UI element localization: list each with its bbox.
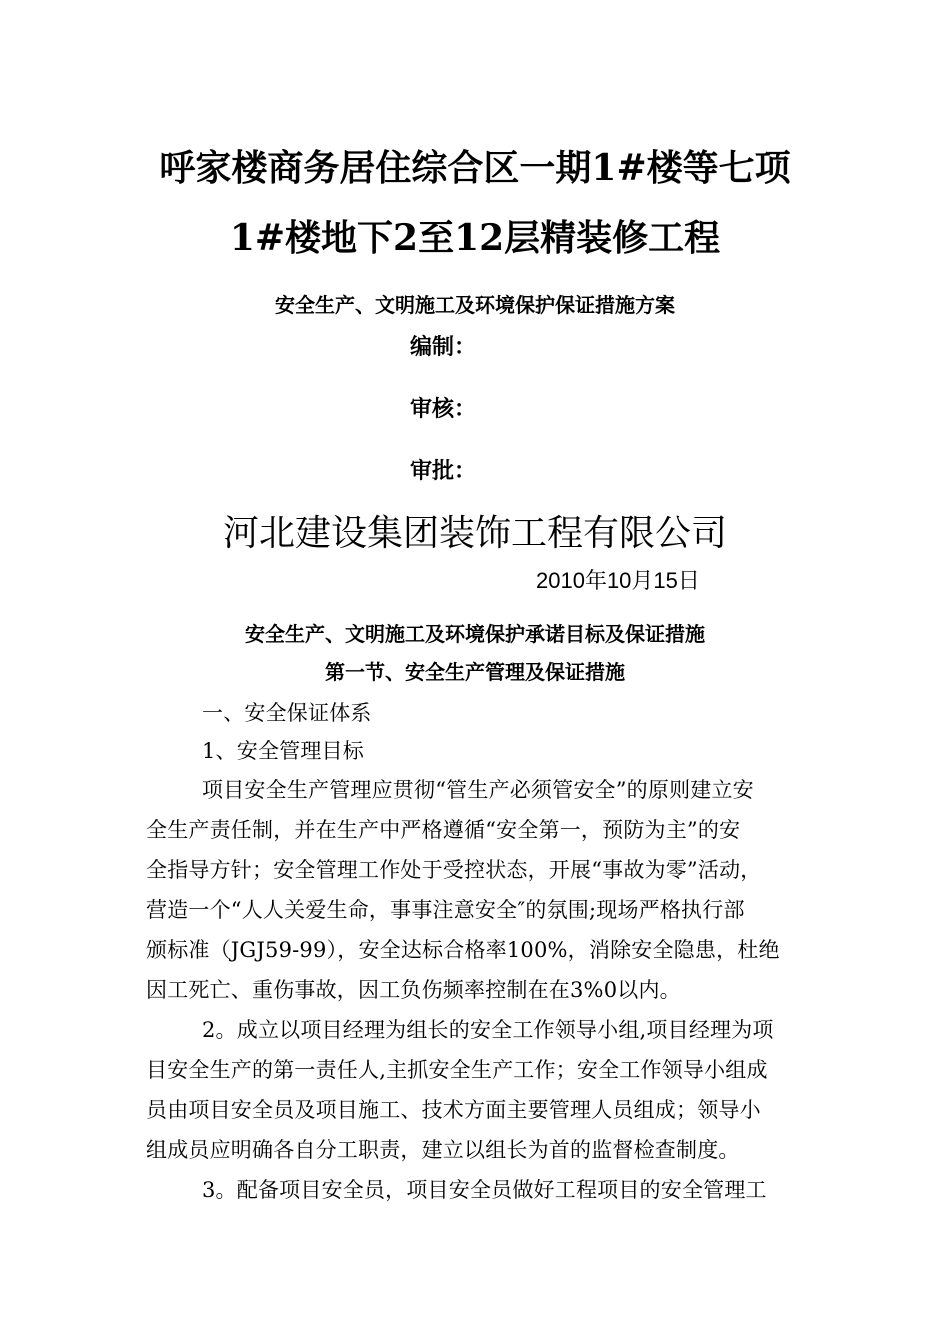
paragraph-2-line: 组成员应明确各自分工职责，建立以组长为首的监督检查制度。: [146, 1138, 740, 1162]
paragraph-1-line: 因工死亡、重伤事故，因工负伤频率控制在在3%0以内。: [146, 978, 681, 1002]
document-subtitle: 安全生产、文明施工及环境保护保证措施方案: [275, 293, 675, 317]
paragraph-2-line: 目安全生产的第一责任人,主抓安全生产工作；安全工作领导小组成: [146, 1058, 768, 1082]
approved-by-label: 审批：: [410, 458, 477, 484]
paragraph-1-line: 项目安全生产管理应贯彻“管生产必须管安全”的原则建立安: [202, 778, 754, 802]
paragraph-2-line: 2。成立以项目经理为组长的安全工作领导小组,项目经理为项: [202, 1018, 774, 1042]
paragraph-1-line: 全生产责任制，并在生产中严格遵循“安全第一，预防为主”的安: [146, 818, 741, 842]
document-title-line-1: 呼家楼商务居住综合区一期1#楼等七项: [159, 147, 791, 189]
heading-safety-system: 一、安全保证体系: [202, 701, 372, 725]
section-title: 安全生产、文明施工及环境保护承诺目标及保证措施: [245, 622, 705, 646]
heading-safety-target: 1、安全管理目标: [202, 739, 364, 763]
paragraph-2-line: 员由项目安全员及项目施工、技术方面主要管理人员组成；领导小: [146, 1098, 761, 1122]
paragraph-1-line: 颁标准（JGJ59-99），安全达标合格率100%，消除安全隐患，杜绝: [146, 938, 780, 962]
paragraph-3-line: 3。配备项目安全员，项目安全员做好工程项目的安全管理工: [202, 1178, 767, 1202]
paragraph-1-line: 全指导方针；安全管理工作处于受控状态，开展“事故为零”活动，: [146, 858, 762, 882]
document-date: 2010年10月15日: [536, 568, 700, 593]
chapter-title: 第一节、安全生产管理及保证措施: [325, 660, 625, 684]
company-name: 河北建设集团装饰工程有限公司: [222, 513, 727, 554]
document-title-line-2: 1#楼地下2至12层精装修工程: [229, 217, 721, 259]
compiled-by-label: 编制：: [410, 334, 477, 360]
reviewed-by-label: 审核：: [410, 396, 477, 422]
paragraph-1-line: 营造一个“人人关爱生命，事事注意安全″的氛围;现场严格执行部: [146, 898, 745, 922]
